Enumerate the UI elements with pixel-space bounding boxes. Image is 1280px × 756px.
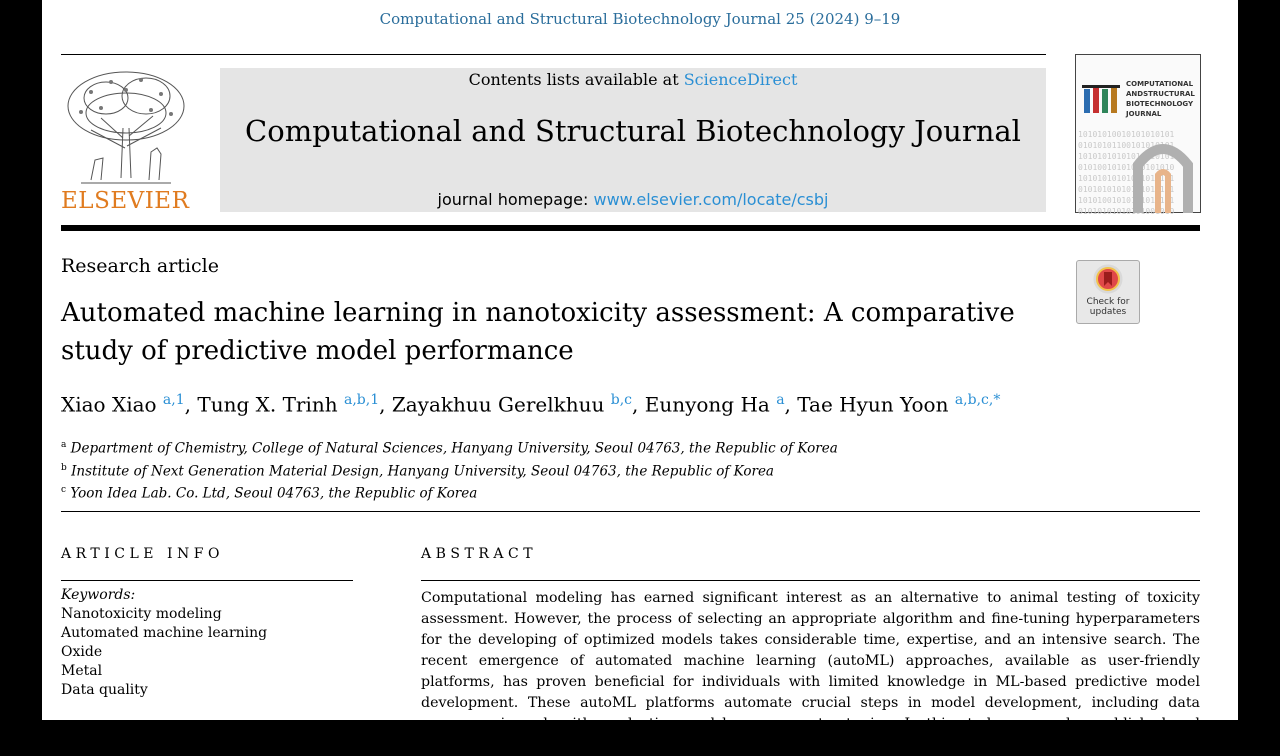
affiliation-mark: b — [61, 462, 67, 473]
keyword-item: Nanotoxicity modeling — [61, 606, 222, 622]
cover-title-line: BIOTECHNOLOGY — [1126, 100, 1194, 108]
article-page — [42, 0, 1238, 753]
check-updates-label: Check for updates — [1086, 297, 1130, 317]
affiliation-item — [61, 459, 838, 482]
section-divider — [61, 511, 1200, 512]
cover-arch-icon — [1128, 125, 1198, 215]
cover-title-line: COMPUTATIONAL — [1126, 80, 1194, 88]
journal-banner — [220, 68, 1046, 212]
journal-title: Computational and Structural Biotechnology Journal — [245, 114, 1021, 148]
check-updates-icon — [1093, 264, 1123, 294]
running-head[interactable]: Computational and Structural Biotechnology Journal 25 (2024) 9–19 — [379, 10, 901, 28]
masthead-divider — [61, 225, 1200, 231]
article-type: Research article — [61, 255, 219, 277]
contents-line — [220, 70, 1046, 89]
elsevier-tree-icon — [61, 68, 191, 188]
cover-binary-pattern: 10101010010101010101 01010101100101010101 10101010101010010101 01010010101010101010 10101010101001010101 01010101010101010101 10101001010101010101 01010101010101001010 — [1078, 130, 1175, 216]
keywords-block — [61, 586, 267, 700]
article-title: Automated machine learning in nanotoxicity assessment: A comparative study of predictive model performance — [61, 298, 1015, 366]
affiliation-text: Department of Chemistry, College of Natural Sciences, Hanyang University, Seoul 04763, the Republic of Korea — [70, 440, 838, 457]
author-list: Xiao Xiao $^{a,1}$, Tung X. Trinh $^{a,b,1}$, Zayakhuu Gerelkhuu $^{b,c}$, Eunyong Ha $^a$, Tae Hyun Yoon $^{a,b,c,*}$ — [61, 392, 1001, 417]
cover-title — [1126, 79, 1195, 119]
contents-prefix: Contents lists available at — [468, 70, 684, 89]
abstract-text: Computational modeling has earned significant interest as an alternative to animal testing of toxicity assessment. However, the process of selecting an appropriate algorithm and fine-tuning hyperparameters for the developing of optimized models takes considerable time, expertise, and an intensive search. The recent emergence of automated machine learning (autoML) approaches, available as user-friendly platforms, has proven beneficial for individuals with limited knowledge in ML-based predictive model development. These autoML platforms automate crucial steps in model development, including data preprocessing, algorithm selection, and hyperparameter tuning. In this study, we used unpublished and published available datasets for oxide and metal — [421, 590, 1200, 753]
affiliation-mark: c — [61, 485, 67, 495]
affiliation-item — [61, 436, 838, 459]
homepage-prefix: journal homepage: — [437, 190, 594, 209]
publisher-name: ELSEVIER — [61, 188, 190, 214]
affiliation-text: Institute of Next Generation Material Design, Hanyang University, Seoul 04763, the Republic of Korea — [71, 463, 774, 479]
abstract-heading: ABSTRACT — [421, 546, 538, 562]
homepage-link[interactable]: www.elsevier.com/locate/csbj — [593, 190, 829, 209]
cover-emblem-icon — [1080, 75, 1128, 135]
author-name[interactable]: Eunyong Ha — [644, 392, 770, 417]
keyword-item: Data quality — [61, 682, 148, 698]
affiliation-mark: a — [61, 440, 67, 450]
author-affiliation-mark[interactable]: a — [776, 392, 785, 408]
author-name[interactable]: Tae Hyun Yoon — [797, 392, 949, 417]
author-name[interactable]: Xiao Xiao — [61, 392, 157, 417]
author-affiliation-mark[interactable]: a,b,1 — [344, 392, 380, 408]
author-name[interactable]: Zayakhuu Gerelkhuu — [391, 392, 605, 417]
author-affiliation-mark[interactable]: a,b,c,* — [954, 392, 1001, 408]
sciencedirect-link[interactable]: ScienceDirect — [683, 70, 798, 89]
article-info-rule — [61, 580, 353, 581]
cover-title-line: ANDSTRUCTURAL — [1126, 90, 1195, 98]
affiliation-list — [61, 436, 838, 504]
cover-title-line: JOURNAL — [1126, 110, 1162, 118]
article-info-heading: ARTICLE INFO — [61, 546, 224, 562]
journal-cover[interactable] — [1075, 54, 1201, 216]
author-affiliation-mark[interactable]: b,c — [610, 392, 632, 408]
author-name[interactable]: Tung X. Trinh — [197, 392, 338, 417]
abstract-rule — [421, 580, 1200, 581]
keyword-item: Oxide — [61, 644, 103, 660]
elsevier-logo — [61, 68, 191, 214]
affiliation-item — [61, 481, 838, 504]
keyword-item: Automated machine learning — [61, 625, 268, 641]
keywords-label: Keywords: — [61, 587, 136, 603]
journal-homepage — [220, 190, 1046, 209]
affiliation-text: Yoon Idea Lab. Co. Ltd, Seoul 04763, the Republic of Korea — [70, 485, 478, 502]
author-affiliation-mark[interactable]: a,1 — [162, 392, 185, 408]
keyword-item: Metal — [61, 663, 103, 679]
header-divider — [61, 54, 1046, 55]
check-for-updates-button[interactable] — [1076, 260, 1140, 324]
